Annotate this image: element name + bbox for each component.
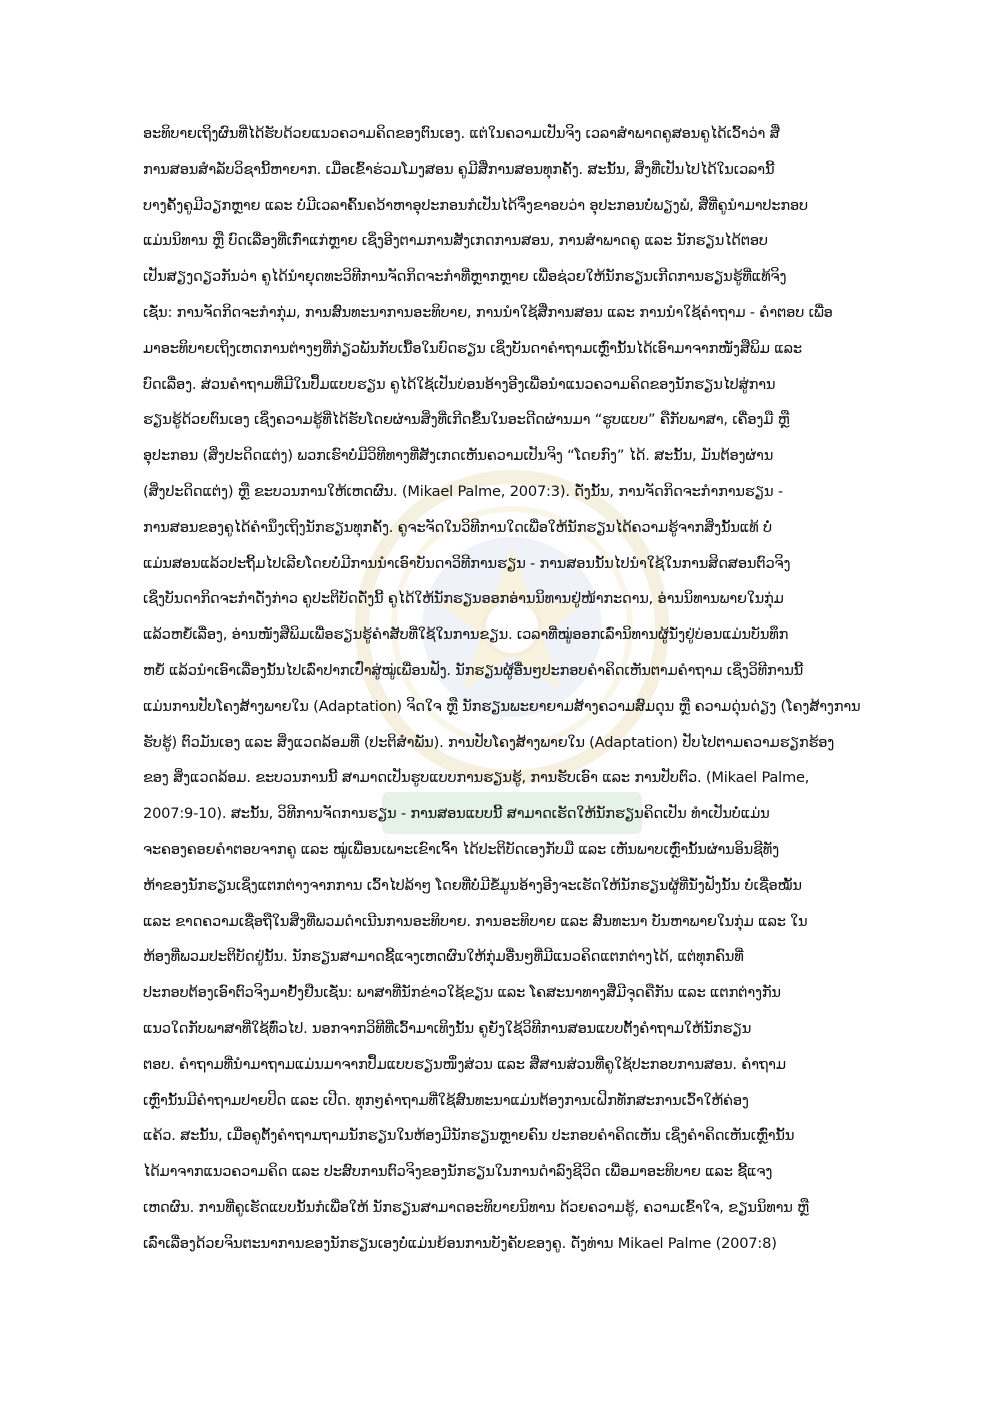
text-line: ເຫຼົ່ານັ້ນມີຄຳຖາມປາຍປິດ ແລະ ເປີດ. ທຸກໆຄຳຖາມທີ່ໃຊ້ສົນທະນາແມ່ນຕ້ອງການເຝິກທັກສະການເວົ້າໃຫ້ຄ່ອງ xyxy=(143,1091,749,1109)
text-line: (ສິ່ງປະດິດແຕ່ງ) ຫຼື ຂະບວນການໃຫ້ເຫດຜົນ. (Mikael Palme, 2007:3). ດັ່ງນັ້ນ, ການຈັດກິດຈະກຳການຮຽນ - xyxy=(143,482,783,500)
text-line: ບາງຄັ້ງຄູມີວຽກຫຼາຍ ແລະ ບໍ່ມີເວລາຄົ້ນຄວ້າຫາອຸປະກອນກໍເປັນໄດ້ຈຶ່ງຂາອບວ່າ ອຸປະກອນບໍ່ພຽງພໍ, ສື່ທີ່ຄູນຳມາປະກອບ xyxy=(143,196,808,214)
text-line: ໄດ້ມາຈາກແນວຄວາມຄິດ ແລະ ປະສົບການຕົວຈິງຂອງນັກຮຽນໃນການດຳລົງຊີວິດ ເພື່ອມາອະທິບາຍ ແລະ ຊີ້ແຈງ xyxy=(143,1163,773,1181)
text-line: ບົດເລື່ອງ. ສ່ວນຄຳຖາມທີ່ມີໃນປຶ້ມແບບຮຽນ ຄູໄດ້ໃຊ້ເປັນບ່ອນອ້າງອີງເພື່ອນຳແນວຄວາມຄິດຂອງນັກຮຽນໄປສູ່ການ xyxy=(143,375,776,393)
text-line: ຕອບ. ຄຳຖາມທີ່ນຳມາຖາມແມ່ນມາຈາກປຶ້ມແບບຮຽນໜຶ່ງສ່ວນ ແລະ ສື່ສານສ່ວນທີ່ຄູໃຊ້ປະກອບການສອນ. ຄຳຖາມ xyxy=(143,1055,786,1073)
text-line: ເປັນສຽງດຽວກັນວ່າ ຄູໄດ້ນຳຍຸດທະວິທີການຈັດກິດຈະກຳທີ່ຫຼາກຫຼາຍ ເພື່ອຊ່ວຍໃຫ້ນັກຮຽນເກີດການຮຽນຮູ້ທີ່ແທ້ຈິງ xyxy=(143,268,787,286)
text-line: ຫຍໍ້ ແລ້ວນຳເອົາເລື່ອງນັ້ນໄປເລົ່າປາກເປົ່າສູ່ໝູ່ເພື່ອນຟັງ. ນັກຮຽນຜູ້ອື່ນໆປະກອບຄຳຄິດເຫັນຕາມຄຳຖາມ ເຊິ່ງວິທີການນີ້ xyxy=(143,661,804,679)
text-line: ເຊັ່ນ: ການຈັດກິດຈະກຳກຸ່ມ, ການສົນທະນາການອະທິບາຍ, ການນຳໃຊ້ສື່ການສອນ ແລະ ການນຳໃຊ້ຄຳຖາມ - ຄຳຕອບ ເພື່ອ xyxy=(143,303,833,321)
text-line: ເຊິ່ງບັນດາກິດຈະກຳດັ່ງກ່າວ ຄູປະຕິບັດດັ່ງນີ້ ຄູໄດ້ໃຫ້ນັກຮຽນອອກອ່ານນິທານຢູ່ໜ້າກະດານ, ອ່ານນິທານພາຍໃນກຸ່ມ xyxy=(143,590,784,608)
text-line: ແມ່ນສອນແລ້ວປະຖິ້ມໄປເລີຍໂດຍບໍ່ມີການນຳເອົາບັນດາວິທີການຮຽນ - ການສອນນັ້ນໄປນຳໃຊ້ໃນການສິດສອນຕົວຈິງ xyxy=(143,554,791,572)
text-line: ມາອະທິບາຍເຖິງເຫດການຕ່າງໆທີ່ກ່ຽວພັນກັບເນື້ອໃນບົດຮຽນ ເຊິ່ງບັນດາຄຳຖາມເຫຼົ່ານັ້ນໄດ້ເອົາມາຈາກໜັງສືພິມ ແລະ xyxy=(143,339,802,357)
text-line: ແມ່ນການປັບໂຄງສ້າງພາຍໃນ (Adaptation) ຈິດໃຈ ຫຼື ນັກຮຽນພະຍາຍາມສ້າງຄວາມສົມດຸນ ຫຼື ຄວາມດຸ່ນດ່ຽງ (ໂຄງສ້າງການ xyxy=(143,697,861,715)
text-line: ແນວໃດກັບພາສາທີ່ໃຊ້ທົ່ວໄປ. ນອກຈາກວິທີທີ່ເວົ້າມາເທິງນັ້ນ ຄູຍັງໃຊ້ວິທີການສອນແບບຕັ້ງຄຳຖາມໃຫ້ນັກຮຽນ xyxy=(143,1019,752,1037)
text-line: ແຄ້ວ. ສະນັ້ນ, ເມື່ອຄູຕັ້ງຄຳຖາມຖາມນັກຮຽນໃນຫ້ອງມີນັກຮຽນຫຼາຍຄົນ ປະກອບຄຳຄິດເຫັນ ເຊິ່ງຄຳຄິດເຫັນເຫຼົ່ານັ້ນ xyxy=(143,1127,795,1145)
text-line: ຫ້າຂອງນັກຮຽນເຊິ່ງແຕກຕ່າງຈາກການ ເວົ້າໄປລ້າໆ ໂດຍທີ່ບໍ່ມີຂໍ້ມູນອ້າງອີງຈະເຮັດໃຫ້ນັກຮຽນຜູ້ທີ່ນັ່ງຟັງນັ້ນ ບໍ່ເຊື່ອໝັ້ນ xyxy=(143,876,802,894)
text-line: ແມ່ນນິທານ ຫຼື ບົດເລື່ອງທີ່ເກົ່າແກ່ຫຼາຍ ເຊິ່ງອີງຕາມການສັງເກດການສອນ, ການສຳພາດຄູ ແລະ ນັກຮຽນໄດ້ຕອບ xyxy=(143,232,768,250)
text-line: ແລະ ຂາດຄວາມເຊື່ອຖືໃນສິ່ງທີ່ພວມດຳເນີນການອະທິບາຍ. ການອະທິບາຍ ແລະ ສົນທະນາ ບັນຫາພາຍໃນກຸ່ມ ແລະ ໃນ xyxy=(143,912,808,930)
text-line: ຫ້ອງທີ່ພວມປະຕິບັດຢູ່ນັ້ນ. ນັກຮຽນສາມາດຊີ້ແຈງເຫດຜົນໃຫ້ກຸ່ມອື່ນໆທີ່ມີແນວຄິດແຕກຕ່າງໄດ້, ແຕ່ທຸກຄົນທີ່ xyxy=(143,948,744,966)
text-line: ການສອນຂອງຄູໄດ້ຄຳນຶງເຖິງນັກຮຽນທຸກຄັ້ງ. ຄູຈະຈັດໃນວິທີການໃດເພື່ອໃຫ້ນັກຮຽນໄດ້ຄວາມຮູ້ຈາກສິ່ງນັ້ນແທ້ ບໍ່ xyxy=(143,518,772,536)
document-body xyxy=(143,116,905,1262)
text-line: ຮັບຮູ້) ຕົວມັນເອງ ແລະ ສິ່ງແວດລ້ອມທີ່ (ປະຕິສຳພັນ). ການປັບໂຄງສ້າງພາຍໃນ (Adaptation) ປັບໄປຕາມຄວາມຮຽກຮ້ອງ xyxy=(143,733,835,751)
text-line: ຂອງ ສິ່ງແວດລ້ອມ. ຂະບວນການນີ້ ສາມາດເປັນຮູບແບບການຮຽນຮູ້, ການຮັບເອົາ ແລະ ການປັບຕົວ. (Mikael Palme, xyxy=(143,769,810,787)
text-line: ອະທິບາຍເຖິງຜົນທີ່ໄດ້ຮັບດ້ວຍແນວຄວາມຄິດຂອງຕົນເອງ. ແຕ່ໃນຄວາມເປັນຈິງ ເວລາສຳພາດຄູສອນຄູໄດ້ເວົ້າວ່າ ສື່ xyxy=(143,125,780,142)
text-line: ຮຽນຮູ້ດ້ວຍຕົນເອງ ເຊິ່ງຄວາມຮູ້ທີ່ໄດ້ຮັບໂດຍຜ່ານສິ່ງທີ່ເກີດຂຶ້ນໃນອະດີດຜ່ານມາ “ຮູບແບບ” ຄືກັບພາສາ, ເຄື່ອງມື ຫຼື xyxy=(143,411,790,429)
text-line: ເລົ່າເລື່ອງດ້ວຍຈິນຕະນາການຂອງນັກຮຽນເອງບໍ່ແມ່ນຍ້ອນການບັງຄັບຂອງຄູ. ດັ່ງທ່ານ Mikael Palme (2007:8) xyxy=(143,1234,777,1252)
text-line: ການສອນສຳລັບວິຊານີ້ຫາຍາກ. ເມື່ອເຂົ້າຮ່ວມໂມງສອນ ຄູມີສື່ການສອນທຸກຄັ້ງ. ສະນັ້ນ, ສິ່ງທີ່ເປັນໄປໄດ້ໃນເວລານີ້ xyxy=(143,160,775,178)
text-line: ປະກອບຕ້ອງເອົາຕົວຈິງມາຢັ້ງຢືນເຊັ່ນ: ພາສາທີ່ນັກຂ່າວໃຊ້ຂຽນ ແລະ ໂຄສະນາທາງສື່ມີຈຸດຄືກັນ ແລະ ແຕກຕ່າງກັນ xyxy=(143,984,781,1002)
text-line: ແລ້ວຫຍໍ້ເລື່ອງ, ອ່ານໜັງສືພິມເພື່ອຮຽນຮູ້ຄຳສັບທີ່ໃຊ້ໃນການຂຽນ. ເວລາທີ່ໝູ່ອອກເລົ່ານິທານຜູ້ນັ່ງຢູ່ບ່ອນແມ່ນບັນທຶກ xyxy=(143,626,789,644)
text-line: ເຫດຜົນ. ການທີ່ຄູເຮັດແບບນັ້ນກໍເພື່ອໃຫ້ ນັກຮຽນສາມາດອະທິບາຍນິທານ ດ້ວຍຄວາມຮູ້, ຄວາມເຂົ້າໃຈ, ຂຽນນິທານ ຫຼື xyxy=(143,1198,809,1216)
text-line: ອຸປະກອນ (ສິ່ງປະດິດແຕ່ງ) ພວກເຮົາບໍ່ມີວິທີທາງທີ່ສັງເກດເຫັນຄວາມເປັນຈິງ “ໂດຍກົງ” ໄດ້. ສະນັ້ນ, ມັນຕ້ອງຜ່ານ xyxy=(143,447,774,465)
text-line: 2007:9-10). ສະນັ້ນ, ວິທີການຈັດການຮຽນ - ການສອນແບບນີ້ ສາມາດເຮັດໃຫ້ນັກຮຽນຄິດເປັນ ທຳເປັນບໍ່ແມ່ນ xyxy=(143,805,770,823)
text-line: ຈະຄອງຄອຍຄຳຕອບຈາກຄູ ແລະ ໝູ່ເພື່ອນເພາະເຂົາເຈົ້າ ໄດ້ປະຕິບັດເອງກັບມື ແລະ ເຫັນພາບເຫຼົ່ານັ້ນຜ່ານອິນຊີທັງ xyxy=(143,840,780,858)
